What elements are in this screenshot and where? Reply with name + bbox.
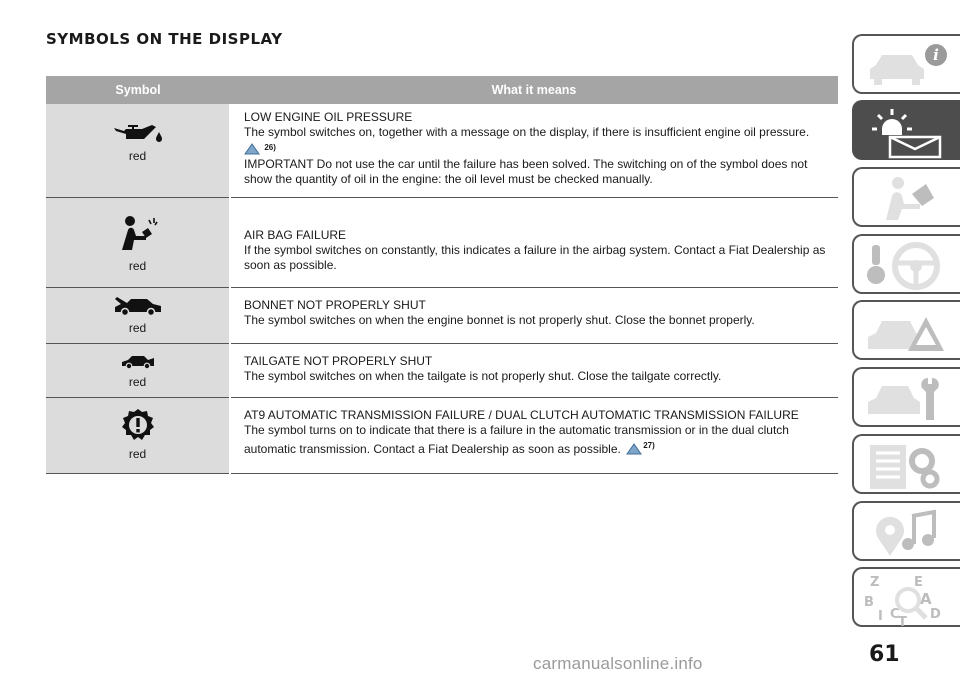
svg-text:C: C xyxy=(890,607,900,622)
description-cell xyxy=(230,398,838,474)
index-icon xyxy=(864,574,948,626)
description-cell xyxy=(230,288,838,344)
description-cell xyxy=(230,104,838,198)
row-text: If the symbol switches on constantly, this indicates a failure in the airbag system. Contact a Fiat Dealership as soon as possible. xyxy=(244,243,826,272)
symbol-color-label: red xyxy=(128,321,147,335)
tab-multimedia[interactable] xyxy=(852,501,960,561)
emergency-car-icon xyxy=(864,307,948,357)
row-extra-text: IMPORTANT Do not use the car until the failure has been solved. The switching on of the symbol does not show the quantity of oil in the engine: the oil level must be checked manually. xyxy=(244,157,808,186)
tab-starting-driving[interactable] xyxy=(852,234,960,294)
oil-can-icon xyxy=(112,122,164,144)
row-text: The symbol switches on when the engine bonnet is not properly shut. Close the bonnet properly. xyxy=(244,313,755,327)
svg-text:T: T xyxy=(898,615,907,626)
table-header-row xyxy=(46,76,838,104)
svg-text:D: D xyxy=(930,607,941,622)
symbol-cell xyxy=(46,344,230,398)
symbol-color-label: red xyxy=(128,149,147,163)
tab-car-info[interactable] xyxy=(852,34,960,94)
row-text: The symbol turns on to indicate that there is a failure in the automatic transmission or in the dual clutch automatic transmission. Contact a Fiat Dealership as soon as possible. xyxy=(244,423,789,456)
description-cell xyxy=(230,344,838,398)
description-cell xyxy=(230,198,838,288)
row-heading: TAILGATE NOT PROPERLY SHUT xyxy=(244,354,433,368)
svg-text:B: B xyxy=(864,595,874,610)
symbol-color-label: red xyxy=(128,375,147,389)
reference-number: 27) xyxy=(643,441,655,450)
svg-text:A: A xyxy=(920,590,932,608)
row-text: The symbol switches on when the tailgate is not properly shut. Close the tailgate correctly. xyxy=(244,369,722,383)
bonnet-open-icon xyxy=(113,296,163,316)
row-heading: LOW ENGINE OIL PRESSURE xyxy=(244,110,413,124)
svg-text:i: i xyxy=(933,46,939,64)
table-row xyxy=(46,344,838,398)
row-text: The symbol switches on, together with a message on the display, if there is insufficient engine oil pressure. xyxy=(244,125,810,139)
car-info-icon xyxy=(864,41,948,89)
warning-triangle-icon xyxy=(244,143,260,155)
steering-key-icon xyxy=(864,241,948,291)
table-row xyxy=(46,198,838,288)
svg-text:I: I xyxy=(878,609,883,624)
warning-lights-message-icon xyxy=(864,107,948,159)
symbol-color-label: red xyxy=(128,259,147,273)
symbols-table xyxy=(46,76,838,474)
safety-airbag-icon xyxy=(864,174,948,224)
multimedia-icon xyxy=(864,508,948,558)
page-title: SYMBOLS ON THE DISPLAY xyxy=(46,30,283,48)
warning-triangle-icon xyxy=(626,443,642,455)
symbol-cell xyxy=(46,104,230,198)
symbol-column-header: Symbol xyxy=(46,76,230,104)
symbol-cell xyxy=(46,398,230,474)
tab-index[interactable] xyxy=(852,567,960,627)
row-heading: AT9 AUTOMATIC TRANSMISSION FAILURE / DUAL CLUTCH AUTOMATIC TRANSMISSION FAILURE xyxy=(244,408,799,422)
tab-maintenance[interactable] xyxy=(852,367,960,427)
airbag-icon xyxy=(116,214,160,254)
technical-data-icon xyxy=(864,441,948,491)
table-row xyxy=(46,288,838,344)
svg-text:Z: Z xyxy=(870,575,880,590)
tab-warning-lights[interactable] xyxy=(852,100,960,160)
transmission-failure-icon xyxy=(120,408,156,442)
watermark: carmanualsonline.info xyxy=(533,654,703,673)
maintenance-icon xyxy=(864,374,948,424)
tab-emergency[interactable] xyxy=(852,300,960,360)
symbol-cell xyxy=(46,198,230,288)
row-heading: AIR BAG FAILURE xyxy=(244,228,347,242)
tab-technical-data[interactable] xyxy=(852,434,960,494)
page-number: 61 xyxy=(869,642,900,667)
warning-reference xyxy=(244,140,838,157)
reference-number: 26) xyxy=(264,143,276,152)
symbol-cell xyxy=(46,288,230,344)
table-row xyxy=(46,398,838,474)
meaning-column-header: What it means xyxy=(230,76,838,104)
table-row xyxy=(46,104,838,198)
svg-text:E: E xyxy=(914,575,923,590)
warning-reference xyxy=(626,438,655,457)
tab-safety[interactable] xyxy=(852,167,960,227)
row-heading: BONNET NOT PROPERLY SHUT xyxy=(244,298,426,312)
tailgate-open-icon xyxy=(120,354,156,370)
symbol-color-label: red xyxy=(128,447,147,461)
